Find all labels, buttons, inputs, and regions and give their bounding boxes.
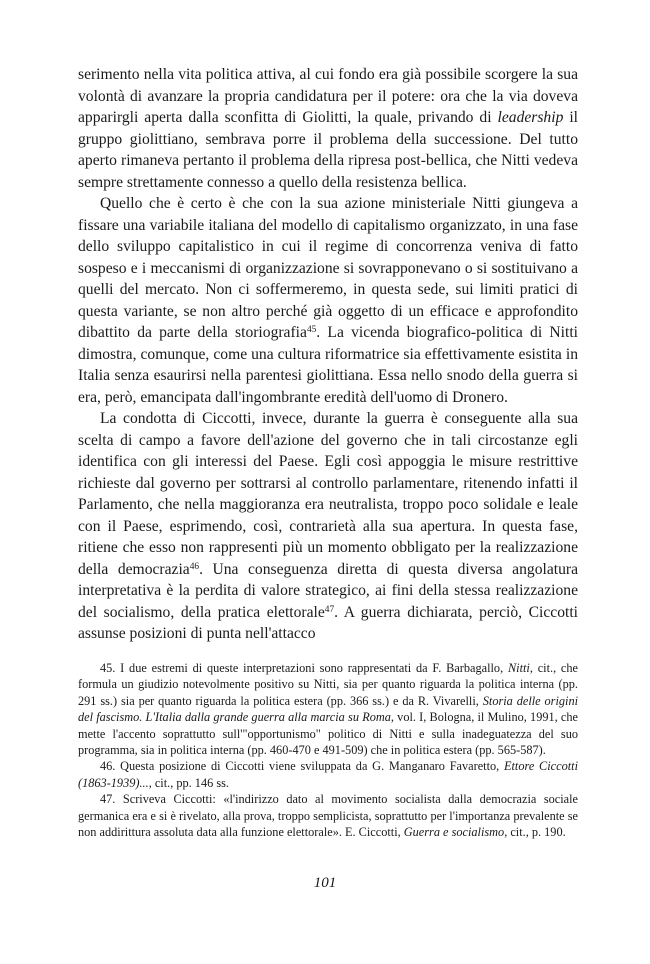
paragraph-2-text: Quello che è certo è che con la sua azione ministeriale Nitti giungeva a fissare una variabile italiana del modello di capitalismo organizzato, in una fase dello sviluppo capitalistico in cui il regime di concorrenza veniva di fatto sospeso e i meccanismi di organizzazione si sovrapponevano o si sostituivano a quelli del mercato. Non ci soffermeremo, in questa sede, sui limiti pratici di questa variante, se non altro perché già oggetto di un efficace e approfondito dibattito da parte della storiografia [78,195,578,341]
footnote-47 [78,791,578,840]
footnote-47-text: 47. Scriveva Ciccotti: «l'indirizzo dato al movimento socialista dalla democrazia sociale germanica era e si è rivelato, alla prova, troppo semplicista, soprattutto per l'importanza prevalente se non addirittura assoluta data alla funzione elettorale». E. Ciccotti, [78,792,578,840]
paragraph-3-text-mid: . Una conseguenza diretta di questa diversa angolatura interpretativa è la perdita di valore strategico, ai fini della stessa realizzazione del socialismo, della pratica elettorale [78,560,578,621]
footnote-47-title: Guerra e socialismo [403,825,505,840]
paragraph-1-text: serimento nella vita politica attiva, al cui fondo era già possibile scorgere la sua volontà di avanzare la propria candidatura per il potere: ora che la via doveva apparirgli aperta dalla sconfitta di Giolitti, la quale, privando di [78,66,578,126]
footnote-ref-46: 46 [189,561,200,572]
footnote-45-text-3: , vol. I, Bologna, il Mulino, 1991, che mette l'accento soprattutto sull'"opportunismo" politico di Nitti e sulla inadeguatezza del suo programma, sia in politica interna (pp. 460-470 e 491-509) che in politica estera (pp. 565-587). [78,710,579,758]
paragraph-1 [78,64,578,193]
footnote-46-title: Ettore Ciccotti (1863-1939)... [78,759,578,790]
footnote-45-text: 45. I due estremi di queste interpretazioni sono rappresentati da F. Barbagallo, [100,661,508,675]
footnote-46-text: 46. Questa posizione di Ciccotti viene sviluppata da G. Manganaro Favaretto, [100,759,504,774]
paragraph-3 [78,408,578,645]
footnote-46-text-2: , cit., pp. 146 ss. [148,775,229,790]
footnotes [78,660,578,840]
footnote-45-title-1: Nitti [507,661,530,675]
paragraph-1-italic: leadership [497,109,564,126]
body-text [78,64,578,645]
paragraph-2-text-end: . La vicenda biografico-politica di Nitti dimostra, comunque, come una cultura riformatrice sia effettivamente esistita in Italia senza esaurirsi nella parentesi giolittiana. Essa nello snodo della guerra si era, però, emancipata dall'ingombrante eredità dell'uomo di Dronero. [78,324,578,406]
paragraph-3-text: La condotta di Ciccotti, invece, durante la guerra è conseguente alla sua scelta di campo a favore dell'azione del governo che in tali circostanze egli identifica con gli interessi del Paese. Egli così appoggia le misure restrittive richieste dal governo per sottrarsi al controllo parlamentare, ritenendo infatti il Parlamento, che nella maggioranza era neutralista, troppo poco solidale e leale con il Paese, esprimendo, così, contrarietà alla sua apertura. In questa fase, ritiene che esso non rappresenti più un momento obbligato per la realizzazione della democrazia [78,410,578,578]
footnote-ref-47: 47 [324,604,335,615]
footnote-46 [78,758,578,791]
footnote-45 [78,660,578,758]
paragraph-1-text-end: il gruppo giolittiano, sembrava porre il problema della successione. Del tutto aperto rimaneva pertanto il problema della ripresa post-bellica, che Nitti vedeva sempre strettamente connesso a quello della resistenza bellica. [78,109,578,191]
footnote-ref-45: 45 [306,324,317,335]
paragraph-2 [78,193,578,408]
footnote-45-title-2: Storia delle origini del fascismo. L'Italia dalla grande guerra alla marcia su Roma [78,693,579,725]
footnote-45-text-2: , cit., che formula un giudizio notevolmente positivo su Nitti, sia per quanto riguarda la politica interna (pp. 291 ss.) sia per quanto riguarda la politica estera (pp. 366 ss.) e da R. Vivarelli, [78,661,578,708]
footnote-47-text-2: , cit., p. 190. [504,825,566,840]
page-number: 101 [313,875,337,891]
paragraph-3-text-end: . A guerra dichiarata, perciò, Ciccotti assunse posizioni di punta nell'attacco [78,603,578,642]
